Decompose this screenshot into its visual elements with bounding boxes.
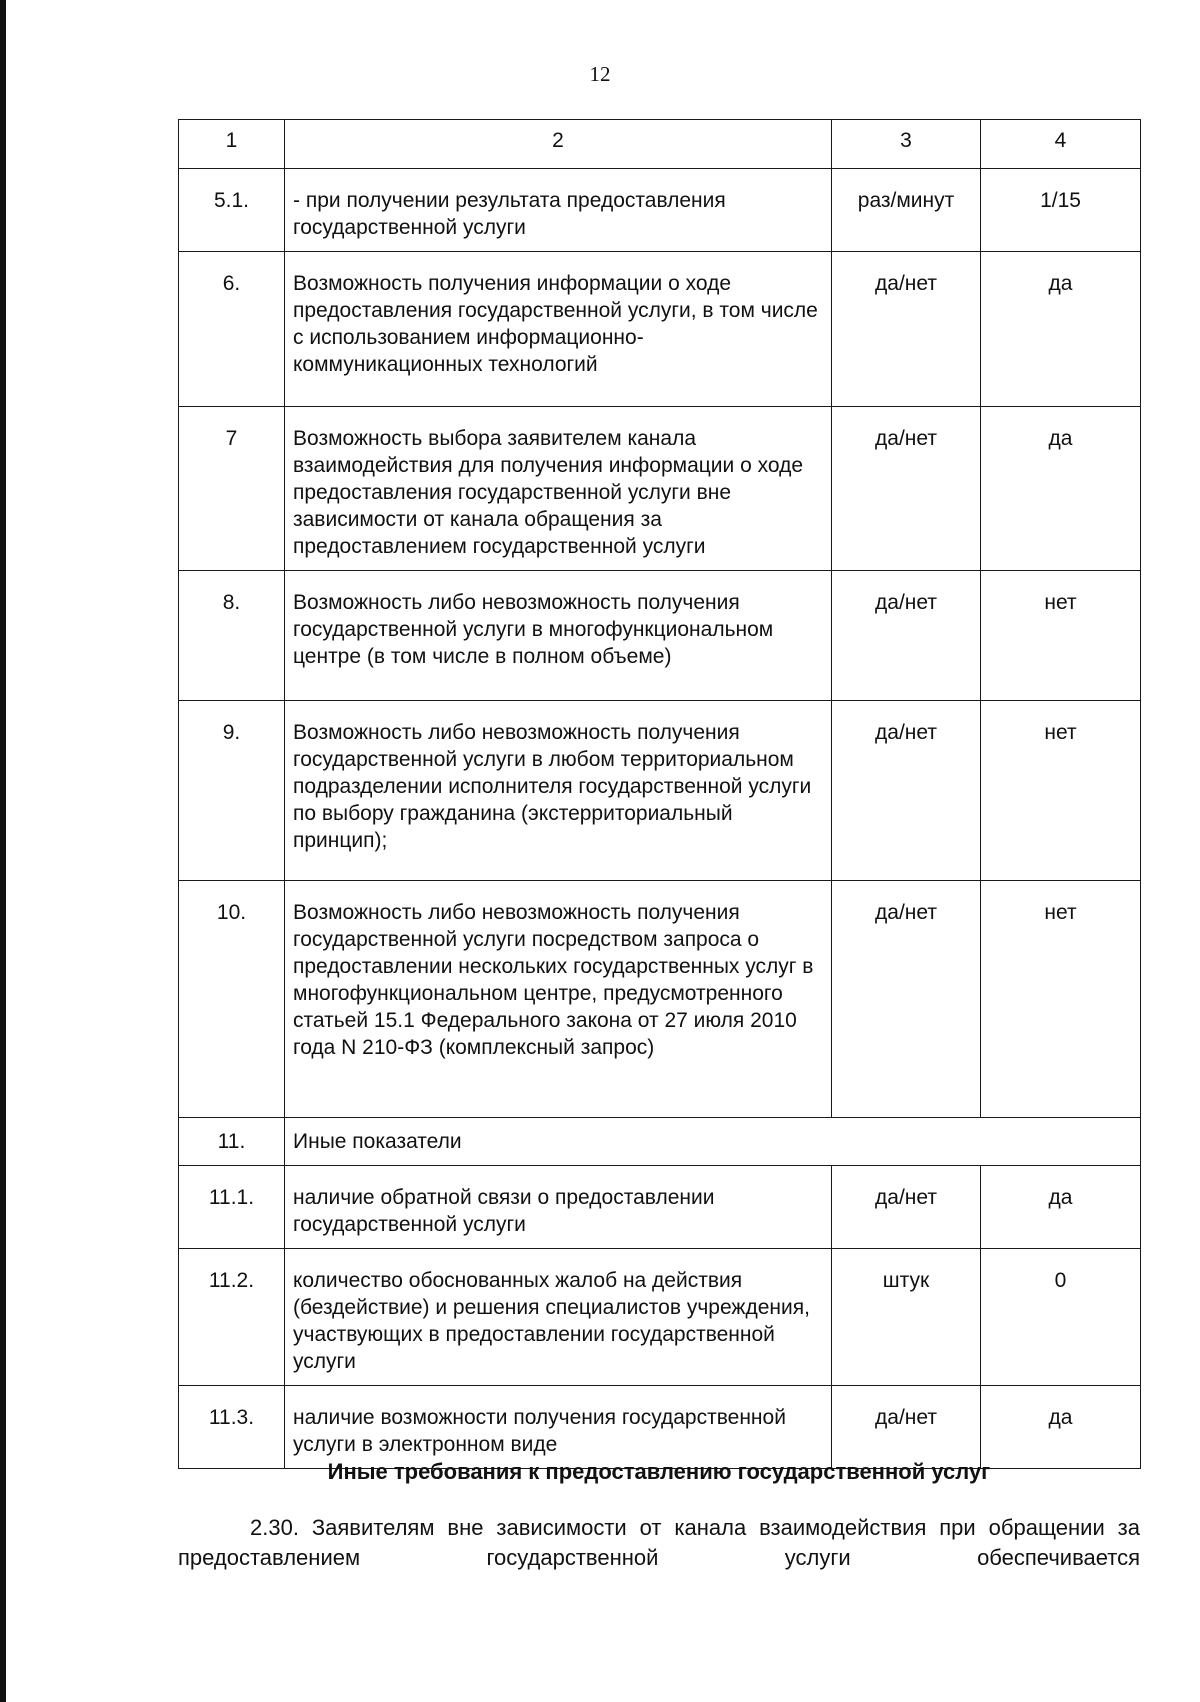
row-unit: да/нет: [832, 407, 981, 571]
table-row: [179, 407, 1141, 571]
row-unit: штук: [832, 1249, 981, 1386]
table-row: [179, 252, 1141, 407]
table-header-row: [179, 120, 1141, 169]
section-heading: Иные требования к предоставлению государственной услуг: [327, 1459, 991, 1484]
table-row: [179, 1386, 1141, 1469]
row-value: нет: [981, 881, 1141, 1118]
table-row: [179, 881, 1141, 1118]
row-value: да: [981, 1166, 1141, 1249]
row-number: 5.1.: [179, 169, 285, 252]
row-value: да: [981, 252, 1141, 407]
row-value: 0: [981, 1249, 1141, 1386]
row-number: 11.: [179, 1118, 285, 1166]
row-value: 1/15: [981, 169, 1141, 252]
row-unit: да/нет: [832, 1166, 981, 1249]
page-number: 12: [589, 62, 611, 86]
row-description: наличие обратной связи о предоставлении государственной услуги: [285, 1166, 832, 1249]
row-description: Возможность либо невозможность получения государственной услуги в многофункциональном центре (в том числе в полном объеме): [285, 571, 832, 701]
table-row: [179, 701, 1141, 881]
scan-left-edge: [0, 0, 6, 1702]
row-value: да: [981, 1386, 1141, 1469]
row-description: Иные показатели: [285, 1118, 1141, 1166]
body-paragraph: [178, 1513, 1140, 1573]
row-number: 9.: [179, 701, 285, 881]
row-number: 11.1.: [179, 1166, 285, 1249]
table-row: [179, 1118, 1141, 1166]
row-unit: да/нет: [832, 571, 981, 701]
row-description: Возможность либо невозможность получения государственной услуги посредством запроса о предоставлении нескольких государственных услуг в многофункциональном центре, предусмотренного статьей 15.1 Федерального закона от 27 июля 2010 года N 210-ФЗ (комплексный запрос): [285, 881, 832, 1118]
row-description: Возможность либо невозможность получения государственной услуги в любом территориальном подразделении исполнителя государственной услуги по выбору гражданина (экстерриториальный принцип);: [285, 701, 832, 881]
header-cell-1: 1: [179, 120, 285, 169]
header-cell-3: 3: [832, 120, 981, 169]
row-description: Возможность получения информации о ходе предоставления государственной услуги, в том числе с использованием информационно-коммуникационных технологий: [285, 252, 832, 407]
row-number: 11.2.: [179, 1249, 285, 1386]
row-description: наличие возможности получения государственной услуги в электронном виде: [285, 1386, 832, 1469]
row-number: 10.: [179, 881, 285, 1118]
row-description: - при получении результата предоставления государственной услуги: [285, 169, 832, 252]
table-row: [179, 1249, 1141, 1386]
indicators-table: [178, 119, 1141, 1469]
row-number: 11.3.: [179, 1386, 285, 1469]
header-cell-2: 2: [285, 120, 832, 169]
row-unit: да/нет: [832, 701, 981, 881]
row-value: нет: [981, 571, 1141, 701]
row-number: 7: [179, 407, 285, 571]
row-value: да: [981, 407, 1141, 571]
row-description: Возможность выбора заявителем канала взаимодействия для получения информации о ходе предоставления государственной услуги вне зависимости от канала обращения за предоставлением государственной услуги: [285, 407, 832, 571]
table-row: [179, 169, 1141, 252]
table-row: [179, 571, 1141, 701]
row-unit: раз/минут: [832, 169, 981, 252]
row-value: нет: [981, 701, 1141, 881]
header-cell-4: 4: [981, 120, 1141, 169]
row-number: 6.: [179, 252, 285, 407]
row-description: количество обоснованных жалоб на действия (бездействие) и решения специалистов учреждения, участвующих в предоставлении государственной услуги: [285, 1249, 832, 1386]
row-unit: да/нет: [832, 1386, 981, 1469]
row-number: 8.: [179, 571, 285, 701]
paragraph-text: 2.30. Заявителям вне зависимости от канала взаимодействия при обращении за предоставлением государственной услуги обеспечивается: [178, 1515, 1140, 1570]
row-unit: да/нет: [832, 252, 981, 407]
row-unit: да/нет: [832, 881, 981, 1118]
table-row: [179, 1166, 1141, 1249]
